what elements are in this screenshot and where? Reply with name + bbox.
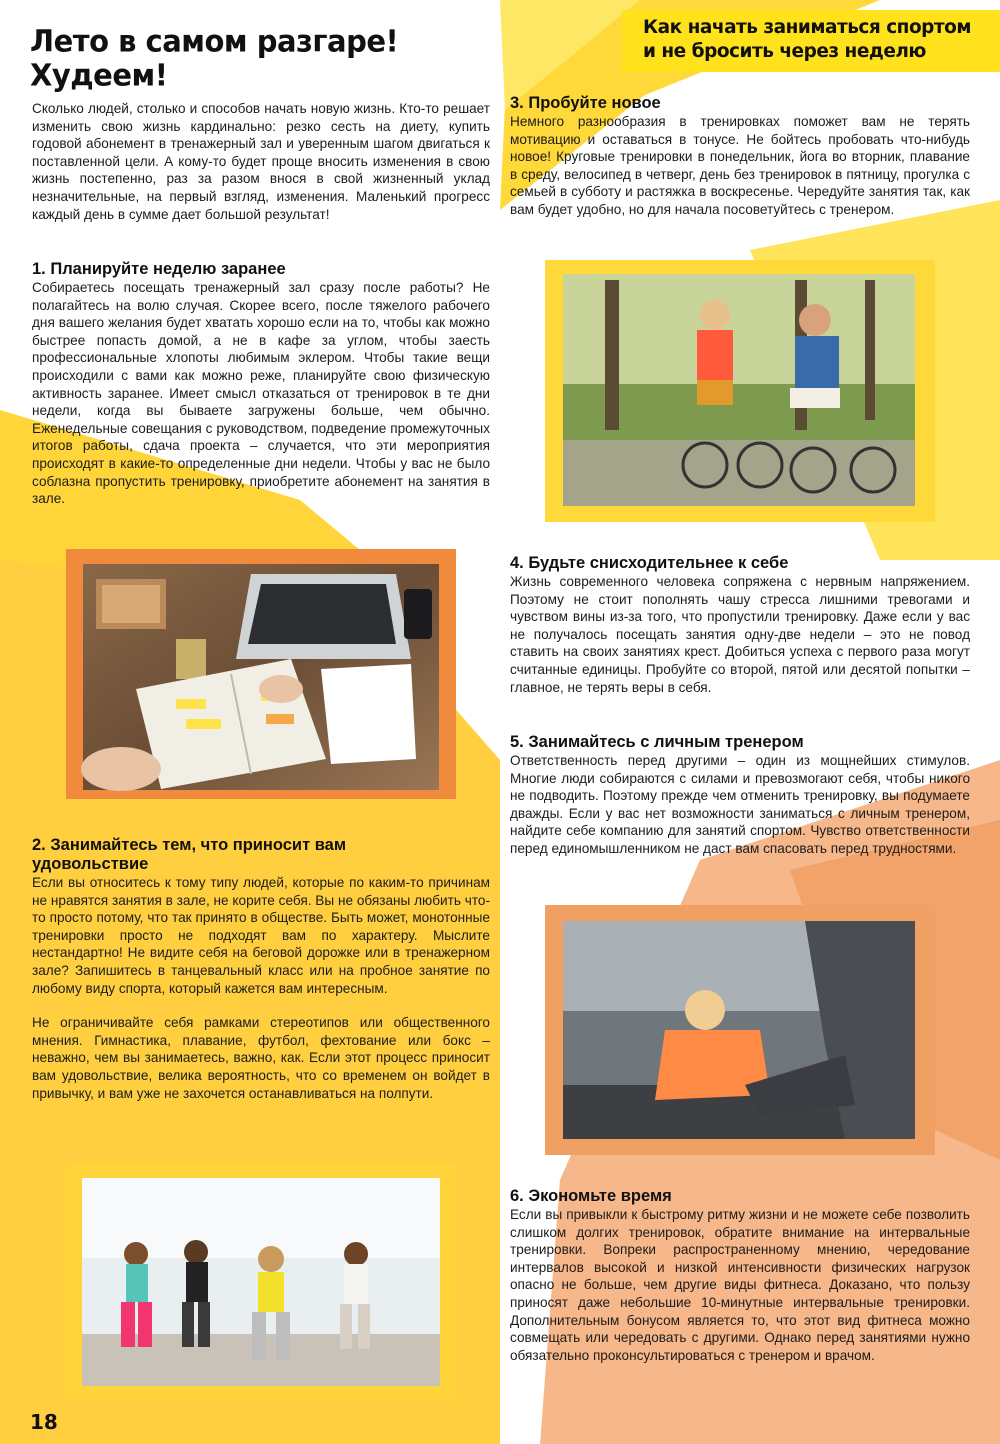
section-6-paragraph: Если вы привыкли к быстрому ритму жизни и не можете себе позволить слишком долгих тренировок, обратите внимание на интервальные тренировки. Вопреки распространенному мнению, чередование интервалов высокой и низкой интенсивности физических нагрузок опасно не больше, чем другие виды фитнеса. Доказано, что пользу приносят даже небольшие 10-минутные интервальные тренировки. Дополнительным бонусом является то, что этот вид фитнеса можно совмещать или чередовать с другими. Однако перед занятиями нужно обязательно проконсультироваться с тренером и врачом.	[510, 1207, 970, 1363]
page-number: 18	[30, 1410, 58, 1434]
section-4-paragraph: Жизнь современного человека сопряжена с нервным напряжением. Поэтому не стоит пополнять чашу стресса лишними тревогами и чувством вины из-за того, что пропустили тренировку. Даже если у вас не получалось посещать занятия одну-две недели – это не повод ставить на своих занятиях крест. Добиться успеха с первого раза могут считанные единицы. Пробуйте со второй, пятой или десятой попытки – главное, не терять веры в себя.	[510, 574, 970, 695]
section-3-paragraph: Немного разнообразия в тренировках поможет вам не терять мотивацию и оставаться в тонусе. Не бойтесь пробовать что-нибудь новое! Круговые тренировки в понедельник, йога во вторник, плавание в среду, велосипед в четверг, день без тренировок в пятницу, прогулка с семьей в субботу и растяжка в воскресенье. Чередуйте занятия так, как вам будет удобно, но для начала посоветуйтесь с тренером.	[510, 114, 970, 217]
photo-dance-class	[66, 1164, 456, 1400]
section-3	[510, 94, 970, 219]
page-title-line2: Худеем!	[30, 56, 168, 93]
gym-situps-image	[545, 905, 935, 1155]
page-title-line1: Лето в самом разгаре!	[30, 23, 399, 60]
section-6-heading: 6. Экономьте время	[510, 1187, 672, 1205]
photo-planner-desk	[66, 549, 456, 799]
section-4-heading: 4. Будьте снисходительнее к себе	[510, 554, 789, 572]
section-5	[510, 733, 970, 858]
photo-cycling-couple	[545, 260, 935, 522]
section-2-heading: 2. Занимайтесь тем, что приносит вам удовольствие	[32, 836, 347, 873]
section-1-heading: 1. Планируйте неделю заранее	[32, 260, 286, 278]
section-1-paragraph: Собираетесь посещать тренажерный зал сразу после работы? Не полагайтесь на волю случая. Скорее всего, после тяжелого рабочего дня вашего желания будет хватать хорошо если на то, чтобы как можно быстрее попасть домой, а не в кафе за углом, чтобы заесть профессиональные хлопоты любимым эклером. Чтобы такие вещи происходили с вами как можно реже, планируйте свою физическую активность заранее. Имеет смысл отказаться от тренировок в те дни недели, когда вы бываете загружены больше, чем обычно. Еженедельные совещания с руководством, подведение промежуточных итогов работы, сдача проекта – случается, что эти мероприятия происходят в какие-то определенные дни недели. Чтобы у вас не было соблазна пропустить тренировку, приобретите абонемент на занятия в зале.	[32, 280, 490, 507]
section-2-paragraph-2: Не ограничивайте себя рамками стереотипов или общественного мнения. Гимнастика, плавание, футбол, фехтование или бокс – неважно, чем вы занимаетесь, важно, как. Если этот процесс приносит вам удовольствие, велика вероятность, что со временем он войдет в привычку, и вам уже не захочется останавливаться на полпути.	[32, 1015, 490, 1101]
dance-class-image	[66, 1164, 456, 1400]
photo-gym-situps	[545, 905, 935, 1155]
header-line1: Как начать заниматься спортом	[643, 17, 971, 38]
section-3-heading: 3. Пробуйте новое	[510, 94, 661, 112]
header-banner-text	[643, 16, 993, 64]
section-1	[32, 260, 490, 508]
section-2-paragraph-1: Если вы относитесь к тому типу людей, которые по каким-то причинам не нравятся занятия в зале, не корите себя. Вы не обязаны любить что-то просто потому, что так принято в обществе. Быть может, монотонные тренировки просто не подходят вам по характеру. Мыслите нестандартно! Не видите себя на беговой дорожке или в тренажерном зале? Запишитесь в танцевальный класс или на пробное занятие по любому виду спорта, который кажется вам интересным.	[32, 875, 490, 996]
header-line2: и не бросить через неделю	[643, 41, 926, 62]
section-4	[510, 554, 970, 696]
cycling-couple-image	[545, 260, 935, 522]
planner-desk-image	[66, 549, 456, 799]
intro-paragraph: Сколько людей, столько и способов начать новую жизнь. Кто-то решает изменить свою жизнь кардинально: резко сесть на диету, купить годовой абонемент в тренажерный зал и уверенным шагом двигаться к поставленной цели. А кому-то будет проще вносить изменения в свою жизнь постепенно, раз за разом внося в свой жизненный уклад незначительные, на первый взгляд, изменения. Маленький прогресс каждый день в сумме дает большой результат!	[32, 101, 490, 222]
section-5-heading: 5. Занимайтесь с личным тренером	[510, 733, 804, 751]
page-title	[30, 24, 460, 91]
section-2	[32, 836, 490, 1102]
section-6	[510, 1187, 970, 1364]
section-5-paragraph: Ответственность перед другими – один из мощнейших стимулов. Многие люди собираются с силами и превозмогают себя, чтобы никого не подводить. Поэтому прежде чем отменить тренировку, вы подумаете дважды. Если у вас нет возможности заниматься с личным тренером, найдите себе компанию для занятий спортом. Чувство ответственности перед единомышленником не даст вам спасовать перед трудностями.	[510, 753, 970, 856]
intro-block	[32, 100, 490, 223]
